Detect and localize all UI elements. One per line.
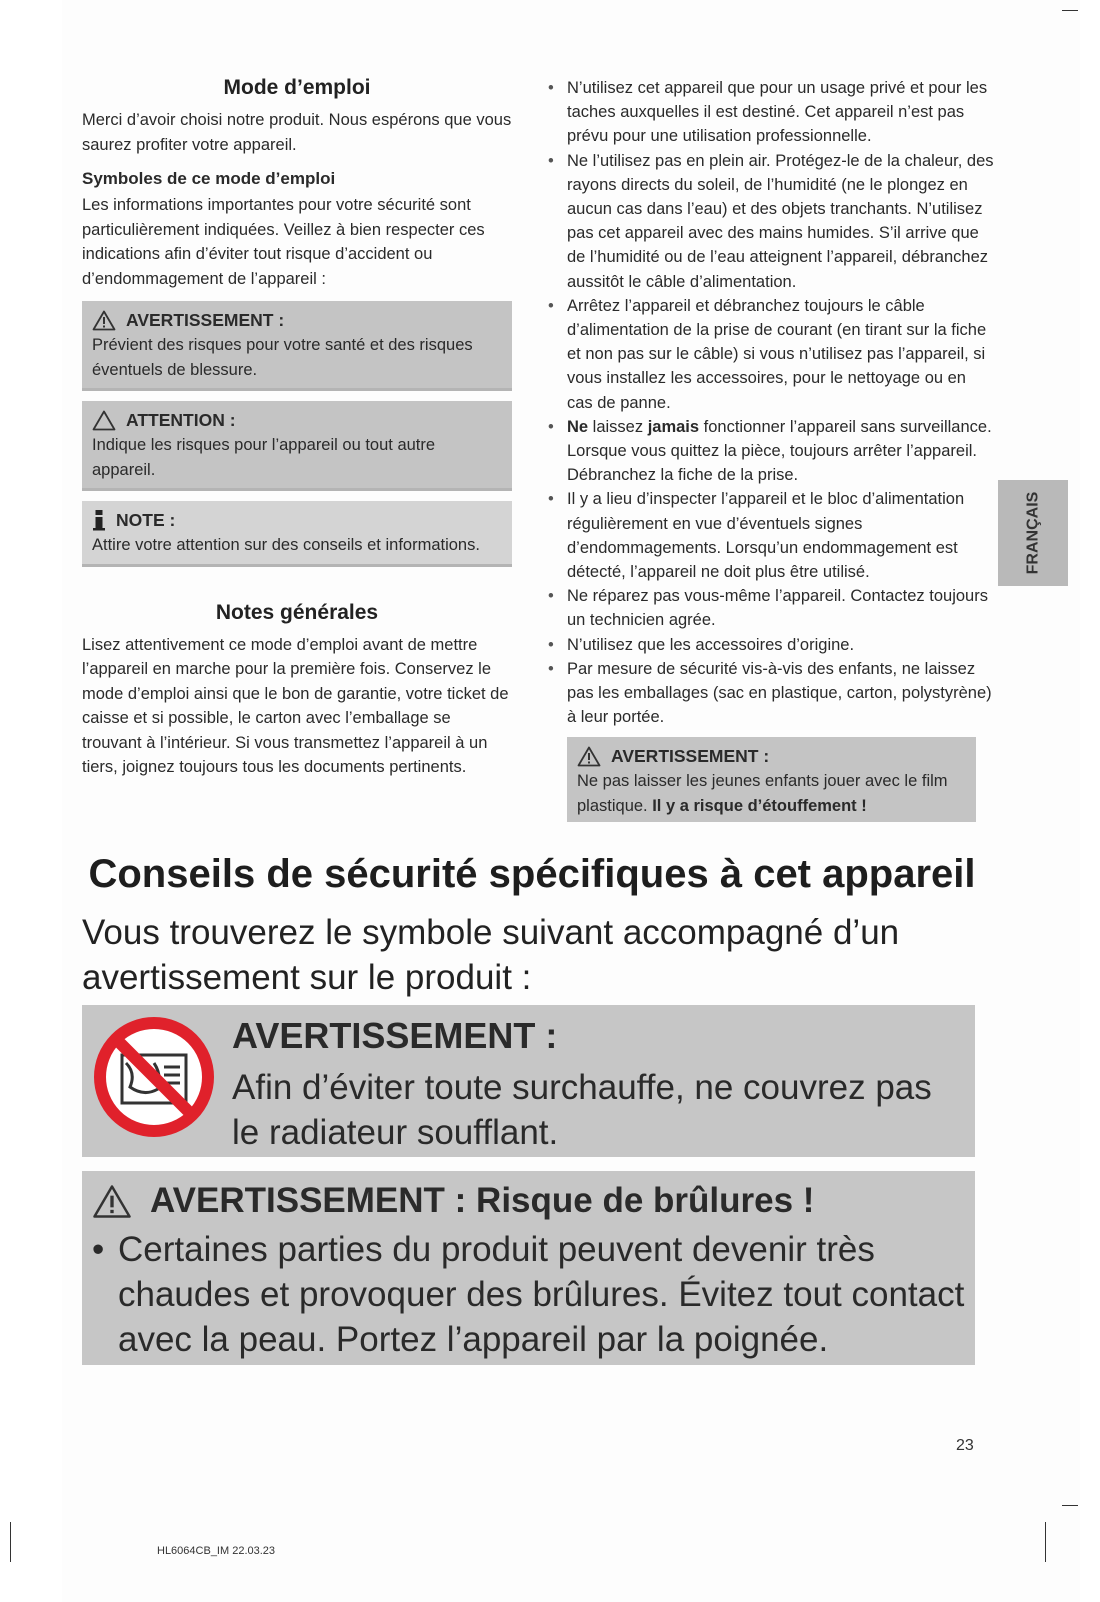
list-item: • Ne l’utilisez pas en plein air. Protégez-le de la chaleur, des rayons directs du soleil, de l’humidité (ne le plongez en aucun cas dans l’eau) et des objets tranchants. N’utilisez pas cet appareil avec des mains humides. S’il arrive que de l’humidité ou de l’eau atteignent l’appareil, débranchez aussitôt le câble d’alimentation. bbox=[548, 149, 996, 294]
footer-code: HL6064CB_IM 22.03.23 bbox=[157, 1545, 276, 1557]
intro-text: Merci d’avoir choisi notre produit. Nous espérons que vous saurez profiter votre appareil. bbox=[82, 111, 512, 154]
list-item: • Il y a lieu d’inspecter l’appareil et le bloc d’alimentation régulièrement en vue d’éventuels signes d’endommagements. Lorsqu’un endommagement est détecté, l’appareil ne doit plus être utilisé. bbox=[548, 487, 996, 584]
do-not-cover-warning bbox=[82, 1005, 975, 1157]
warning-box-title: AVERTISSEMENT : bbox=[126, 310, 285, 330]
crop-mark bbox=[1062, 1505, 1078, 1506]
page-number: 23 bbox=[956, 1437, 974, 1454]
box2-text: • Certaines parties du produit peuvent devenir très chaudes et provoquer des brûlures. Évitez tout contact avec la peau. Portez l’appareil par la poignée. bbox=[92, 1227, 988, 1362]
do-not-cover-icon bbox=[92, 1015, 216, 1139]
crop-mark bbox=[1045, 1522, 1046, 1562]
crop-mark bbox=[1062, 10, 1078, 11]
symbols-text: Les informations importantes pour votre sécurité sont particulièrement indiquées. Veillez à bien respecter ces indications afin d’éviter tout risque d’accident ou d’endommagement de l’appareil : bbox=[82, 196, 485, 288]
list-item: • Arrêtez l’appareil et débranchez toujours le câble d’alimentation de la prise de courant (en tirant sur la fiche et non pas sur le câble) si vous n’utilisez pas l’appareil, si vous installez les accessoires, pour le nettoyage ou en cas de panne. bbox=[548, 294, 996, 415]
warning-triangle-icon bbox=[92, 1184, 132, 1219]
box1-title: AVERTISSEMENT : bbox=[232, 1015, 558, 1056]
list-item-jamais: • Ne laissez jamais fonctionner l’appareil sans surveillance. Lorsque vous quittez la pièce, toujours arrêter l’appareil. Débranchez la fiche de la prise. bbox=[548, 415, 996, 488]
burn-risk-warning bbox=[82, 1171, 975, 1365]
list-item: • N’utilisez cet appareil que pour un usage privé et pour les taches auxquelles il est destiné. Cet appareil n’est pas prévu pour une utilisation professionnelle. bbox=[548, 76, 996, 149]
child-warning-box bbox=[567, 737, 976, 822]
language-tab bbox=[998, 480, 1068, 586]
child-warning-text: Ne pas laisser les jeunes enfants jouer avec le film plastique. Il y a risque d’étouffement ! bbox=[577, 772, 948, 815]
specific-safety-intro: Vous trouverez le symbole suivant accompagné d’un avertissement sur le produit : bbox=[82, 913, 900, 997]
warning-box bbox=[82, 301, 512, 391]
list-item: • Par mesure de sécurité vis-à-vis des enfants, ne laissez pas les emballages (sac en plastique, carton, polystyrène) à leur portée. bbox=[548, 657, 996, 730]
attention-box-text: Indique les risques pour l’appareil ou tout autre appareil. bbox=[92, 436, 436, 479]
box1-text: Afin d’éviter toute surchauffe, ne couvrez pas le radiateur soufflant. bbox=[232, 1068, 932, 1152]
attention-box-title: ATTENTION : bbox=[126, 410, 236, 430]
warning-box-text: Prévient des risques pour votre santé et des risques éventuels de blessure. bbox=[92, 336, 473, 379]
box2-title: AVERTISSEMENT : Risque de brûlures ! bbox=[150, 1181, 815, 1220]
right-column bbox=[548, 76, 996, 822]
specific-safety-title: Conseils de sécurité spécifiques à cet appareil bbox=[88, 852, 976, 896]
list-item: • Ne réparez pas vous-même l’appareil. Contactez toujours un technicien agrée. bbox=[548, 584, 996, 632]
general-notes-text: Lisez attentivement ce mode d’emploi avant de mettre l’appareil en marche pour la première fois. Conservez le mode d’emploi ainsi que le bon de garantie, votre ticket de caisse et si possible, le carton avec l’emballage se trouvant à l’intérieur. Si vous transmettez l’appareil à un tiers, joignez toujours tous les documents pertinents. bbox=[82, 635, 509, 776]
mode-title: Mode d’emploi bbox=[223, 76, 371, 99]
symbols-title: Symboles de ce mode d’emploi bbox=[82, 169, 336, 188]
note-box bbox=[82, 501, 512, 567]
attention-triangle-icon bbox=[92, 410, 116, 431]
note-box-title: NOTE : bbox=[116, 510, 176, 530]
safety-bullet-list bbox=[548, 76, 996, 729]
left-column bbox=[82, 76, 512, 780]
attention-box bbox=[82, 401, 512, 491]
warning-triangle-icon bbox=[577, 746, 601, 767]
note-box-text: Attire votre attention sur des conseils et informations. bbox=[92, 536, 480, 554]
child-warning-title: AVERTISSEMENT : bbox=[611, 746, 770, 767]
warning-triangle-icon bbox=[92, 310, 116, 331]
list-item: • N’utilisez que les accessoires d’origine. bbox=[548, 633, 996, 657]
language-tab-label: FRANÇAIS bbox=[1024, 491, 1042, 575]
general-notes-title: Notes générales bbox=[215, 600, 379, 624]
crop-mark bbox=[10, 1522, 11, 1562]
info-icon bbox=[92, 509, 106, 531]
